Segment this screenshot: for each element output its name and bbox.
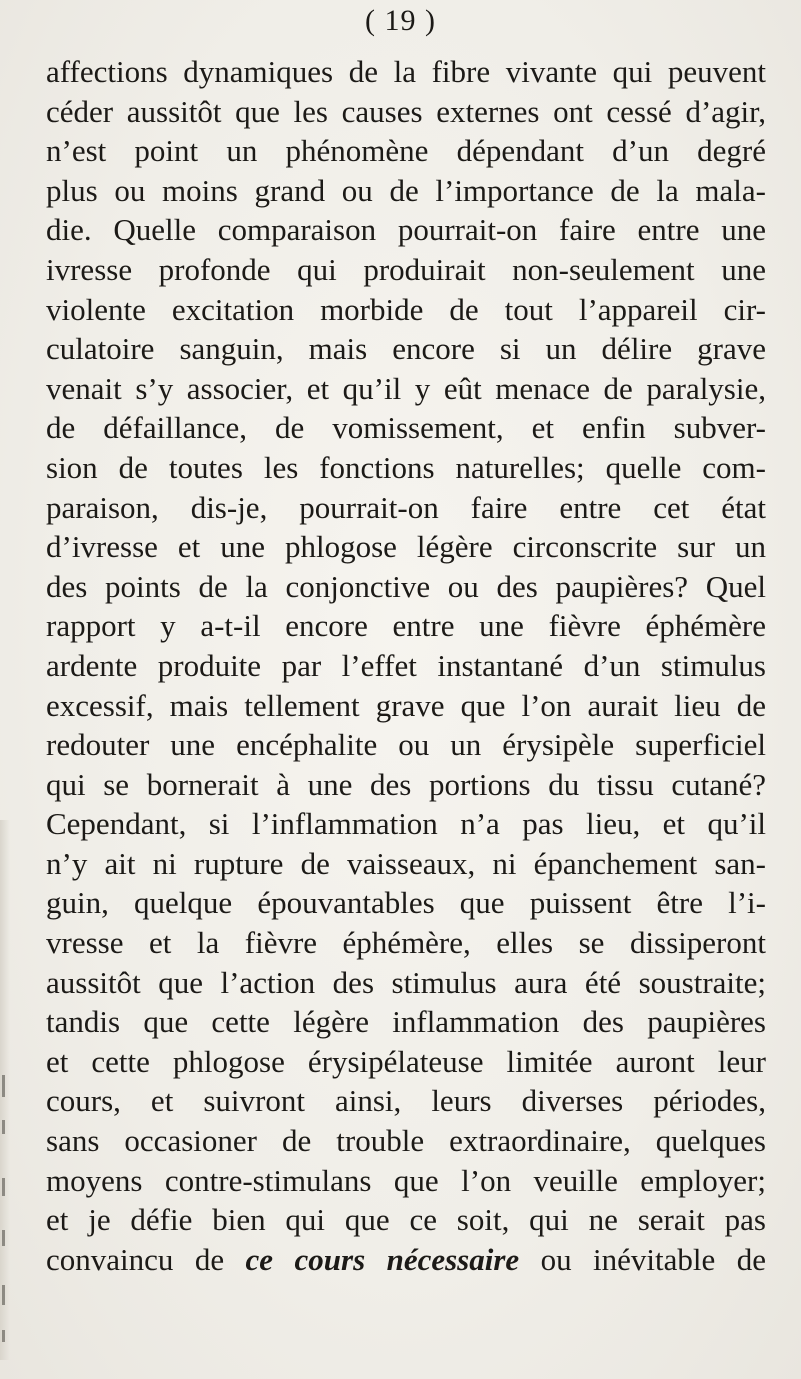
text-fragment: convaincu de <box>46 1241 246 1277</box>
text-line: Cependant, si l’inflammation n’a pas lieu, et qu’il <box>46 806 766 842</box>
text-line: sans occasioner de trouble extraordinaire, quelques <box>46 1123 766 1159</box>
page-number: ( 19 ) <box>365 4 436 37</box>
binding-mark <box>2 1285 5 1305</box>
text-line: vresse et la fièvre éphémère, elles se dissiperont <box>46 925 766 961</box>
body-text <box>46 52 766 1279</box>
text-line: paraison, dis-je, pourrait-on faire entre cet état <box>46 489 766 525</box>
text-line: rapport y a-t-il encore entre une fièvre éphémère <box>46 608 766 644</box>
text-fragment: ou inévitable de <box>519 1241 766 1277</box>
text-line: venait s’y associer, et qu’il y eût menace de paralysie, <box>46 370 766 406</box>
binding-mark <box>2 1330 5 1342</box>
text-line: affections dynamiques de la fibre vivante qui peuvent <box>46 54 766 89</box>
text-line: moyens contre-stimulans que l’on veuille employer; <box>46 1162 766 1198</box>
text-line: des points de la conjonctive ou des paupières? Quel <box>46 568 766 604</box>
text-line: excessif, mais tellement grave que l’on aurait lieu de <box>46 687 766 723</box>
emphasized-phrase: ce cours nécessaire <box>245 1241 520 1277</box>
text-line: culatoire sanguin, mais encore si un délire grave <box>46 331 766 367</box>
binding-mark <box>2 1230 5 1246</box>
binding-mark <box>2 1075 5 1097</box>
binding-mark <box>2 1178 5 1196</box>
text-line: d’ivresse et une phlogose légère circonscrite sur un <box>46 529 766 565</box>
text-line: et cette phlogose érysipélateuse limitée auront leur <box>46 1043 766 1079</box>
text-line: cours, et suivront ainsi, leurs diverses périodes, <box>46 1083 766 1119</box>
text-line: sion de toutes les fonctions naturelles; quelle com- <box>46 449 766 485</box>
text-line: de défaillance, de vomissement, et enfin subver- <box>46 410 766 446</box>
text-line: et je défie bien qui que ce soit, qui ne serait pas <box>46 1202 766 1238</box>
text-line: aussitôt que l’action des stimulus aura été soustraite; <box>46 964 766 1000</box>
binding-mark <box>2 1120 5 1134</box>
text-line: n’est point un phénomène dépendant d’un degré <box>46 133 766 169</box>
text-line: ardente produite par l’effet instantané d’un stimulus <box>46 647 766 683</box>
text-line: guin, quelque épouvantables que puissent être l’i- <box>46 885 766 921</box>
text-line: céder aussitôt que les causes externes ont cessé d’agir, <box>46 93 766 129</box>
text-line: redouter une encéphalite ou un érysipèle superficiel <box>46 727 766 763</box>
text-line: n’y ait ni rupture de vaisseaux, ni épanchement san- <box>46 845 766 881</box>
text-line: tandis que cette légère inflammation des paupières <box>46 1004 766 1040</box>
text-line: qui se bornerait à une des portions du tissu cutané? <box>46 766 766 802</box>
text-line: violente excitation morbide de tout l’appareil cir- <box>46 291 766 327</box>
text-line: die. Quelle comparaison pourrait-on faire entre une <box>46 212 766 248</box>
text-line: ivresse profonde qui produirait non-seulement une <box>46 251 766 287</box>
text-line-last <box>46 1240 766 1280</box>
text-line: plus ou moins grand ou de l’importance de la mala- <box>46 172 766 208</box>
